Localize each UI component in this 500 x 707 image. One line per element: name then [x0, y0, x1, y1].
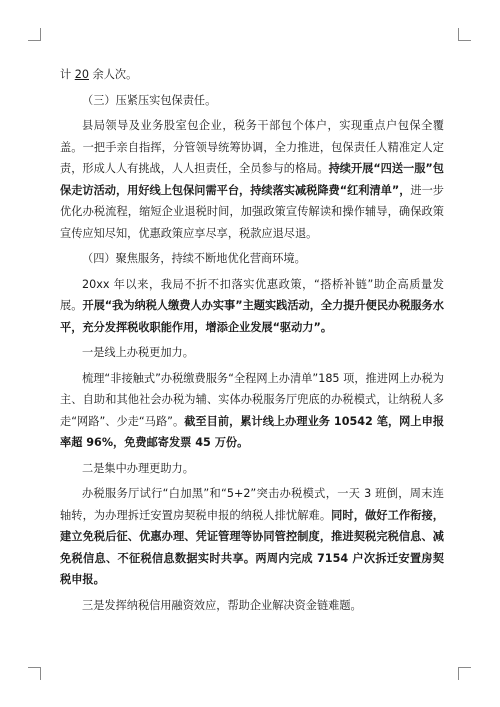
document-body	[60, 64, 444, 620]
paragraph-continued	[60, 64, 444, 86]
subheading-online: 一是线上办税更加力。	[82, 346, 194, 359]
paragraph-centralized	[60, 483, 444, 591]
crop-mark-top-left	[28, 28, 41, 41]
paragraph-responsibility	[60, 115, 444, 244]
crop-mark-bottom-right	[458, 667, 471, 680]
paragraph-online	[60, 368, 444, 454]
crop-mark-top-right	[458, 28, 471, 41]
crop-mark-bottom-left	[28, 667, 41, 680]
bold-text-segment: 持续开展“四送一服”包保走访活动，用好线上包保问需平台，持续落实减税降费“红利清单”，	[60, 162, 444, 197]
bold-text-segment: 截至目前，累计线上办理业务 10542 笔，网上申报率超 96%，免费邮寄发票 45 万份。	[60, 414, 445, 449]
section-heading-3: （三）压紧压实包保责任。	[82, 93, 217, 107]
subheading-credit: 三是发挥纳税信用融资效应，帮助企业解决资金链难题。	[82, 598, 362, 612]
text-segment: 计	[60, 68, 75, 81]
text-segment: 办税服务厅试行“白加黑”和“5+2”突击办税模式，一天 3 班倒，周末连轴转，为办理拆迁安置房契税申报的纳税人排忧解难。	[60, 487, 444, 522]
bold-text-segment: 开展“我为纳税人缴费人办实事”主题实践活动，全力提升便民办税服务水平，充分发挥税收职能作用，增添企业发展“驱动力”。	[60, 299, 444, 334]
text-segment: 余人次。	[89, 68, 138, 81]
text-segment: 梳理“非接触式”办税缴费服务“全程网上办清单”185 项，推进网上办税为主、自助和其他社会办税为辅、实体办税服务厅兜底的办税模式，让纳税人多走“网路”、少走“马路”。	[60, 371, 444, 428]
bold-text-segment: 同时，做好工作衔接，建立免税后征、优惠办理、凭证管理等协同管控制度，推进契税完税信息、减免税信息、不征税信息数据实时共享。两周内完成 7154 户次拆迁安置房契税申报。	[60, 508, 444, 586]
section-heading-4: （四）聚焦服务，持续不断地优化营商环境。	[82, 252, 306, 265]
text-segment: 进一步优化办税流程，缩短企业退税时间，加强政策宣传解读和操作辅导，确保政策宣传应知尽知，优惠政策应享尽享，税款应退尽退。	[60, 183, 444, 240]
subheading-centralized: 二是集中办理更助力。	[82, 461, 194, 475]
paragraph-services	[60, 274, 444, 339]
text-segment: 县局领导及业务股室包企业，税务干部包个体户，实现重点户包保全覆盖。一把手亲自指挥，分管领导统筹协调，全力推进，包保责任人精准定人定责，形成人人有挑战，人人担责任，全员参与的格局。	[60, 119, 444, 175]
underlined-blank: 20	[74, 68, 89, 81]
text-segment: 20xx 年以来，我局不折不扣落实优惠政策，“搭桥补链”助企高质量发展。	[60, 277, 444, 312]
